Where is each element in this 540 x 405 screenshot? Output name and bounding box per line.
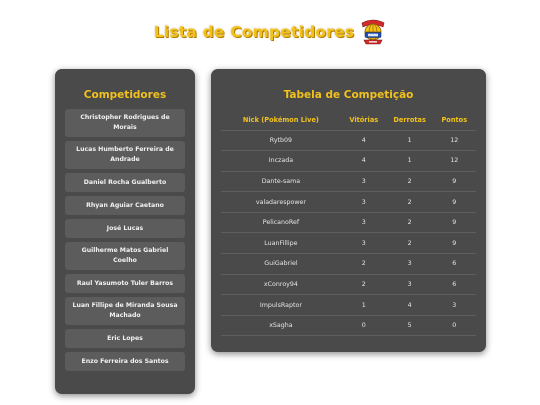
cell-nick: ImpulsRaptor: [221, 295, 341, 316]
cell-nick: Inczada: [221, 151, 341, 172]
cell-nick: GuiGabriel: [221, 254, 341, 275]
cell-wins: 4: [341, 151, 387, 172]
table-row: [221, 233, 476, 254]
competition-table-panel: [211, 69, 486, 352]
cell-losses: 5: [387, 315, 433, 336]
competitor-item[interactable]: Daniel Rocha Gualberto: [65, 173, 185, 192]
table-row: [221, 171, 476, 192]
cell-points: 9: [433, 212, 476, 233]
cell-losses: 3: [387, 274, 433, 295]
pokemon-tcg-league-logo-icon: [360, 17, 386, 47]
cell-wins: 3: [341, 192, 387, 213]
page-title: Lista de Competidores: [153, 23, 355, 41]
cell-nick: xSagha: [221, 315, 341, 336]
table-row: [221, 151, 476, 172]
cell-losses: 2: [387, 212, 433, 233]
table-row: [221, 192, 476, 213]
competitors-list: [65, 109, 185, 375]
page-header: [0, 14, 540, 50]
competition-table: [221, 110, 476, 336]
cell-points: 3: [433, 295, 476, 316]
cell-points: 6: [433, 254, 476, 275]
competitor-item[interactable]: Lucas Humberto Ferreira de Andrade: [65, 141, 185, 169]
competitor-item[interactable]: Guilherme Matos Gabriel Coelho: [65, 242, 185, 270]
table-row: [221, 274, 476, 295]
competitor-item[interactable]: Christopher Rodrigues de Morais: [65, 109, 185, 137]
table-header-row: [221, 110, 476, 130]
table-row: [221, 254, 476, 275]
cell-nick: valadarespower: [221, 192, 341, 213]
cell-nick: PelicanoRef: [221, 212, 341, 233]
cell-nick: Dante-sama: [221, 171, 341, 192]
competitor-item[interactable]: Enzo Ferreira dos Santos: [65, 352, 185, 371]
cell-wins: 3: [341, 233, 387, 254]
table-row: [221, 295, 476, 316]
cell-wins: 0: [341, 315, 387, 336]
column-header-losses: Derrotas: [393, 115, 426, 124]
column-header-points: Pontos: [441, 115, 468, 124]
cell-losses: 4: [387, 295, 433, 316]
cell-wins: 2: [341, 274, 387, 295]
cell-points: 12: [433, 151, 476, 172]
cell-nick: Rytb09: [221, 130, 341, 151]
competitor-item[interactable]: Luan Fillipe de Miranda Sousa Machado: [65, 297, 185, 325]
cell-points: 9: [433, 233, 476, 254]
cell-losses: 2: [387, 192, 433, 213]
cell-points: 9: [433, 171, 476, 192]
competitor-item[interactable]: Eric Lopes: [65, 329, 185, 348]
table-row: [221, 315, 476, 336]
table-row: [221, 212, 476, 233]
cell-losses: 1: [387, 151, 433, 172]
cell-points: 12: [433, 130, 476, 151]
cell-wins: 3: [341, 212, 387, 233]
cell-nick: xConroy94: [221, 274, 341, 295]
cell-wins: 3: [341, 171, 387, 192]
cell-losses: 3: [387, 254, 433, 275]
column-header-nick: Nick (Pokémon Live): [242, 115, 319, 124]
competitors-panel: [55, 69, 195, 394]
cell-losses: 2: [387, 233, 433, 254]
cell-losses: 2: [387, 171, 433, 192]
cell-losses: 1: [387, 130, 433, 151]
competitor-item[interactable]: José Lucas: [65, 219, 185, 238]
table-row: [221, 130, 476, 151]
competition-table-title: Tabela de Competição: [283, 89, 414, 101]
cell-points: 9: [433, 192, 476, 213]
competitors-title: Competidores: [83, 89, 167, 101]
column-header-wins: Vitórias: [349, 115, 379, 124]
competitor-item[interactable]: Rhyan Aguiar Caetano: [65, 196, 185, 215]
cell-wins: 4: [341, 130, 387, 151]
cell-nick: LuanFillipe: [221, 233, 341, 254]
cell-wins: 1: [341, 295, 387, 316]
cell-wins: 2: [341, 254, 387, 275]
cell-points: 6: [433, 274, 476, 295]
competitor-item[interactable]: Raul Yasumoto Tuler Barros: [65, 274, 185, 293]
cell-points: 0: [433, 315, 476, 336]
